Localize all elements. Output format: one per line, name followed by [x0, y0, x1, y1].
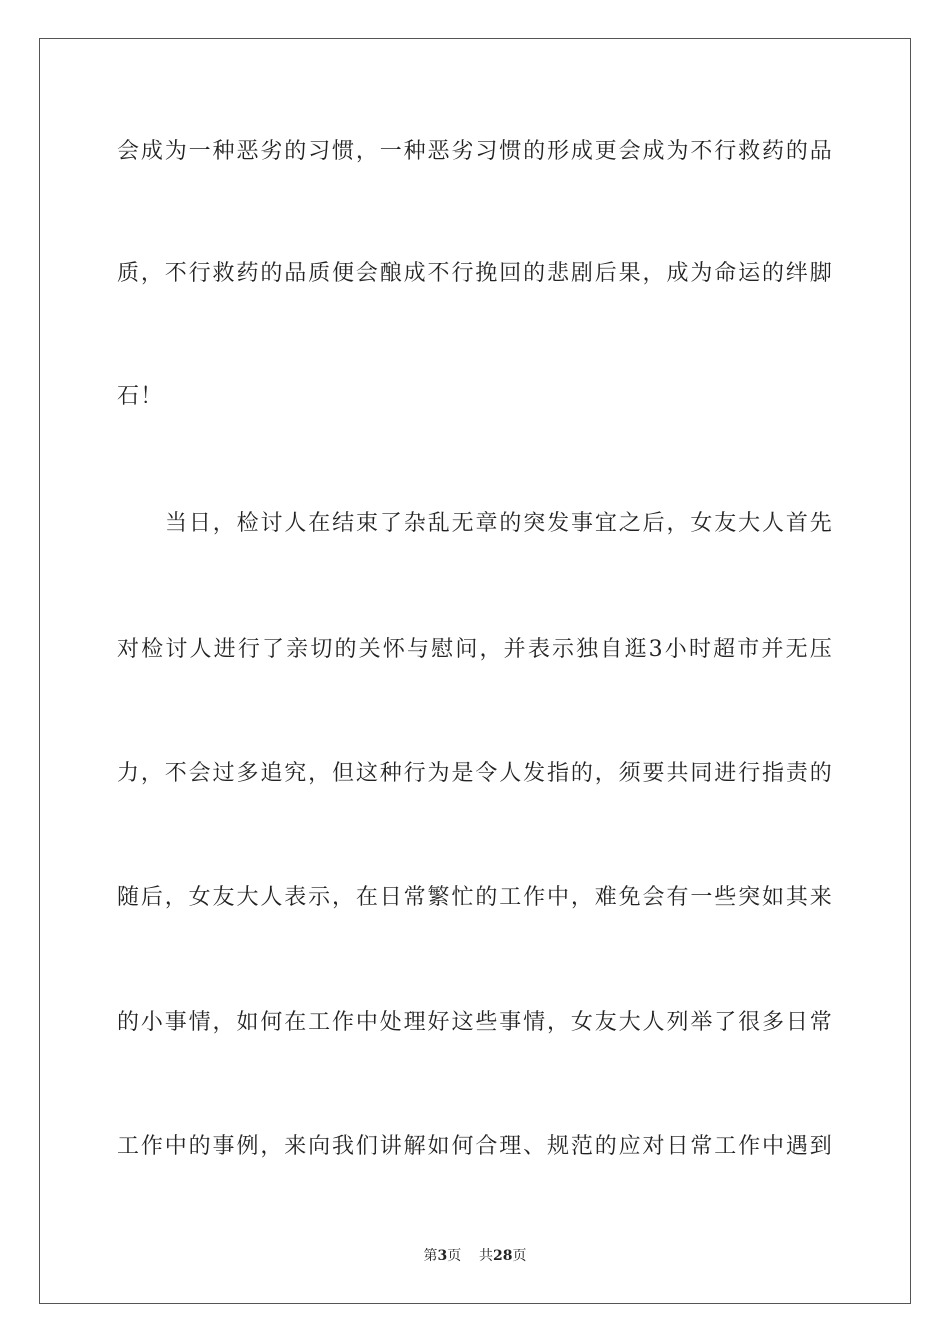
footer-page-prefix: 第 — [423, 1248, 438, 1264]
body-line-2: 质，不行救药的品质便会酿成不行挽回的悲剧后果，成为命运的绊脚 — [117, 261, 833, 286]
footer-total-prefix: 共 — [479, 1248, 494, 1264]
page-border — [39, 38, 911, 1304]
body-line-3: 石！ — [117, 384, 164, 409]
body-line-1: 会成为一种恶劣的习惯，一种恶劣习惯的形成更会成为不行救药的品 — [117, 139, 833, 164]
body-line-9: 工作中的事例，来向我们讲解如何合理、规范的应对日常工作中遇到 — [117, 1134, 833, 1159]
footer-page-number: 3 — [437, 1248, 448, 1264]
body-line-5: 对检讨人进行了亲切的关怀与慰问，并表示独自逛3小时超市并无压 — [117, 637, 833, 662]
footer-total-suffix: 页 — [512, 1248, 527, 1264]
body-line-6: 力，不会过多追究，但这种行为是令人发指的，须要共同进行指责的 — [117, 761, 833, 786]
footer-page-suffix: 页 — [447, 1248, 462, 1264]
body-line-4: 当日，检讨人在结束了杂乱无章的突发事宜之后，女友大人首先 — [165, 511, 833, 536]
body-line-7: 随后，女友大人表示，在日常繁忙的工作中，难免会有一些突如其来 — [117, 885, 833, 910]
page-footer — [0, 1247, 950, 1265]
body-line-8: 的小事情，如何在工作中处理好这些事情，女友大人列举了很多日常 — [117, 1010, 833, 1035]
footer-total-pages: 28 — [493, 1248, 513, 1264]
